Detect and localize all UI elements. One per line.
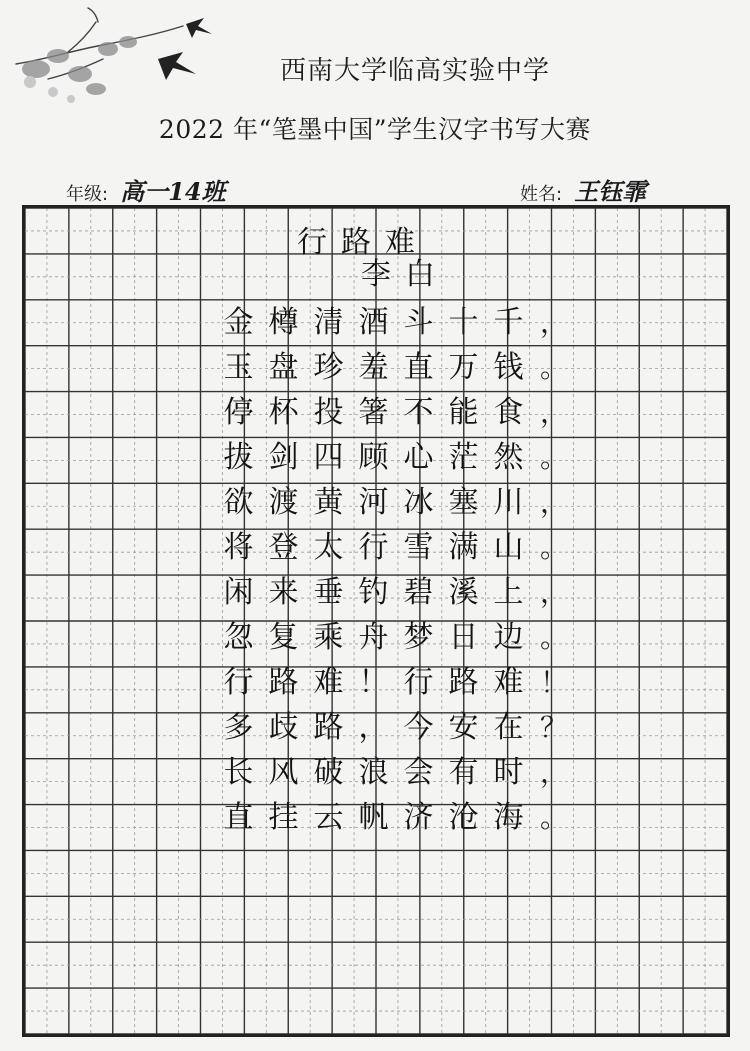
- poem-char: 路: [313, 710, 344, 745]
- poem-char: 多: [223, 710, 254, 745]
- poem-char: 在: [493, 710, 524, 745]
- line-punctuation: ，: [540, 396, 569, 429]
- poem-char: 难: [493, 665, 524, 700]
- poem-char: 杯: [268, 395, 299, 430]
- poem-line: [216, 483, 531, 523]
- poem-char: 将: [223, 530, 254, 565]
- grade-field: [66, 172, 246, 208]
- poem-char: 直: [403, 350, 434, 385]
- poem-char: 登: [268, 530, 299, 565]
- poem-char: 时: [493, 755, 524, 790]
- line-punctuation: 。: [540, 621, 569, 654]
- line-punctuation: ！: [540, 666, 569, 699]
- poem-char: 四: [313, 440, 344, 475]
- poem-char: 行: [403, 665, 434, 700]
- poem-char: 日: [448, 620, 479, 655]
- poem-char: 金: [223, 305, 254, 340]
- poem-char: 会: [403, 755, 434, 790]
- poem-char: 舟: [358, 620, 389, 655]
- line-punctuation: ，: [540, 756, 569, 789]
- line-punctuation: ，: [540, 306, 569, 339]
- poem-line: [216, 708, 531, 748]
- poem-char: 行: [358, 530, 389, 565]
- line-punctuation: ，: [540, 486, 569, 519]
- poem-char: 食: [493, 395, 524, 430]
- poem-char: 山: [493, 530, 524, 565]
- poem-char: 雪: [403, 530, 434, 565]
- poem-char: 然: [493, 440, 524, 475]
- poem-char: 不: [403, 395, 434, 430]
- poem-char: 海: [493, 800, 524, 835]
- line-punctuation: ？: [540, 711, 569, 744]
- line-punctuation: 。: [540, 801, 569, 834]
- title-char: 行: [297, 225, 327, 260]
- poem-char: 来: [268, 575, 299, 610]
- poem-char: 忽: [223, 620, 254, 655]
- poem-char: 路: [268, 665, 299, 700]
- poem-line: [216, 303, 531, 343]
- poem-char: 边: [493, 620, 524, 655]
- grade-value: 高一14班: [118, 172, 246, 208]
- poem-char: 钱: [493, 350, 524, 385]
- poem-char: 投: [313, 395, 344, 430]
- poem-char: 钓: [358, 575, 389, 610]
- title-char: 难: [385, 225, 415, 260]
- poem-char: 斗: [403, 305, 434, 340]
- poem-char: 十: [448, 305, 479, 340]
- poem-line: [216, 438, 531, 478]
- poem-char: 停: [223, 395, 254, 430]
- poem-char: 顾: [358, 440, 389, 475]
- poem-char: 上: [493, 575, 524, 610]
- poem-char: 羞: [358, 350, 389, 385]
- poem-char: 沧: [448, 800, 479, 835]
- poem-char: 欲: [223, 485, 254, 520]
- poem-char: 冰: [403, 485, 434, 520]
- poem-char: 太: [313, 530, 344, 565]
- poem-char: 云: [313, 800, 344, 835]
- poem-line: [216, 753, 531, 793]
- poem-char: ，: [358, 710, 389, 745]
- poem-char: 能: [448, 395, 479, 430]
- poem-char: 樽: [268, 305, 299, 340]
- poem-char: 难: [313, 665, 344, 700]
- poem-char: 千: [493, 305, 524, 340]
- poem-author: [354, 255, 442, 295]
- poem-line: [216, 528, 531, 568]
- poem-char: 溪: [448, 575, 479, 610]
- poem-char: 风: [268, 755, 299, 790]
- name-value: 王钰霏: [572, 172, 700, 208]
- poem-line: [216, 348, 531, 388]
- poem-char: 歧: [268, 710, 299, 745]
- author-char: 李: [361, 257, 391, 292]
- contest-title: 2022 年“笔墨中国”学生汉字书写大赛: [158, 115, 592, 144]
- poem-char: ！: [358, 665, 389, 700]
- author-char: 白: [405, 257, 435, 292]
- poem-char: 帆: [358, 800, 389, 835]
- poem-char: 河: [358, 485, 389, 520]
- poem-char: 玉: [223, 350, 254, 385]
- poem-char: 箸: [358, 395, 389, 430]
- poem-char: 路: [448, 665, 479, 700]
- poem-char: 盘: [268, 350, 299, 385]
- poem-char: 行: [223, 665, 254, 700]
- poem-char: 复: [268, 620, 299, 655]
- poem-char: 茫: [448, 440, 479, 475]
- poem-char: 浪: [358, 755, 389, 790]
- name-field: [520, 172, 700, 208]
- poem-char: 拔: [223, 440, 254, 475]
- poem-char: 安: [448, 710, 479, 745]
- poem-line: [216, 618, 531, 658]
- school-name: 西南大学临高实验中学: [279, 56, 550, 86]
- poem-char: 渡: [268, 485, 299, 520]
- name-label: 姓名:: [520, 184, 563, 205]
- poem-char: 川: [493, 485, 524, 520]
- poem-char: 闲: [223, 575, 254, 610]
- poem-char: 挂: [268, 800, 299, 835]
- poem-char: 塞: [448, 485, 479, 520]
- poem-char: 酒: [358, 305, 389, 340]
- line-punctuation: 。: [540, 531, 569, 564]
- poem-char: 直: [223, 800, 254, 835]
- poem-char: 剑: [268, 440, 299, 475]
- poem-char: 济: [403, 800, 434, 835]
- poem-char: 破: [313, 755, 344, 790]
- poem-line: [216, 393, 531, 433]
- poem-char: 今: [403, 710, 434, 745]
- line-punctuation: 。: [540, 441, 569, 474]
- poem-char: 满: [448, 530, 479, 565]
- poem-char: 垂: [313, 575, 344, 610]
- poem-char: 万: [448, 350, 479, 385]
- line-punctuation: ，: [540, 576, 569, 609]
- poem-char: 有: [448, 755, 479, 790]
- line-punctuation: 。: [540, 351, 569, 384]
- poem-char: 珍: [313, 350, 344, 385]
- grade-label: 年级:: [66, 184, 109, 205]
- poem-line: [216, 573, 531, 613]
- poem-char: 清: [313, 305, 344, 340]
- poem-char: 黄: [313, 485, 344, 520]
- poem-char: 长: [223, 755, 254, 790]
- poem-char: 心: [403, 440, 434, 475]
- poem-char: 碧: [403, 575, 434, 610]
- poem-line: [216, 798, 531, 838]
- title-char: 路: [341, 225, 371, 260]
- poem-line: [216, 663, 531, 703]
- poem-char: 梦: [403, 620, 434, 655]
- poem-char: 乘: [313, 620, 344, 655]
